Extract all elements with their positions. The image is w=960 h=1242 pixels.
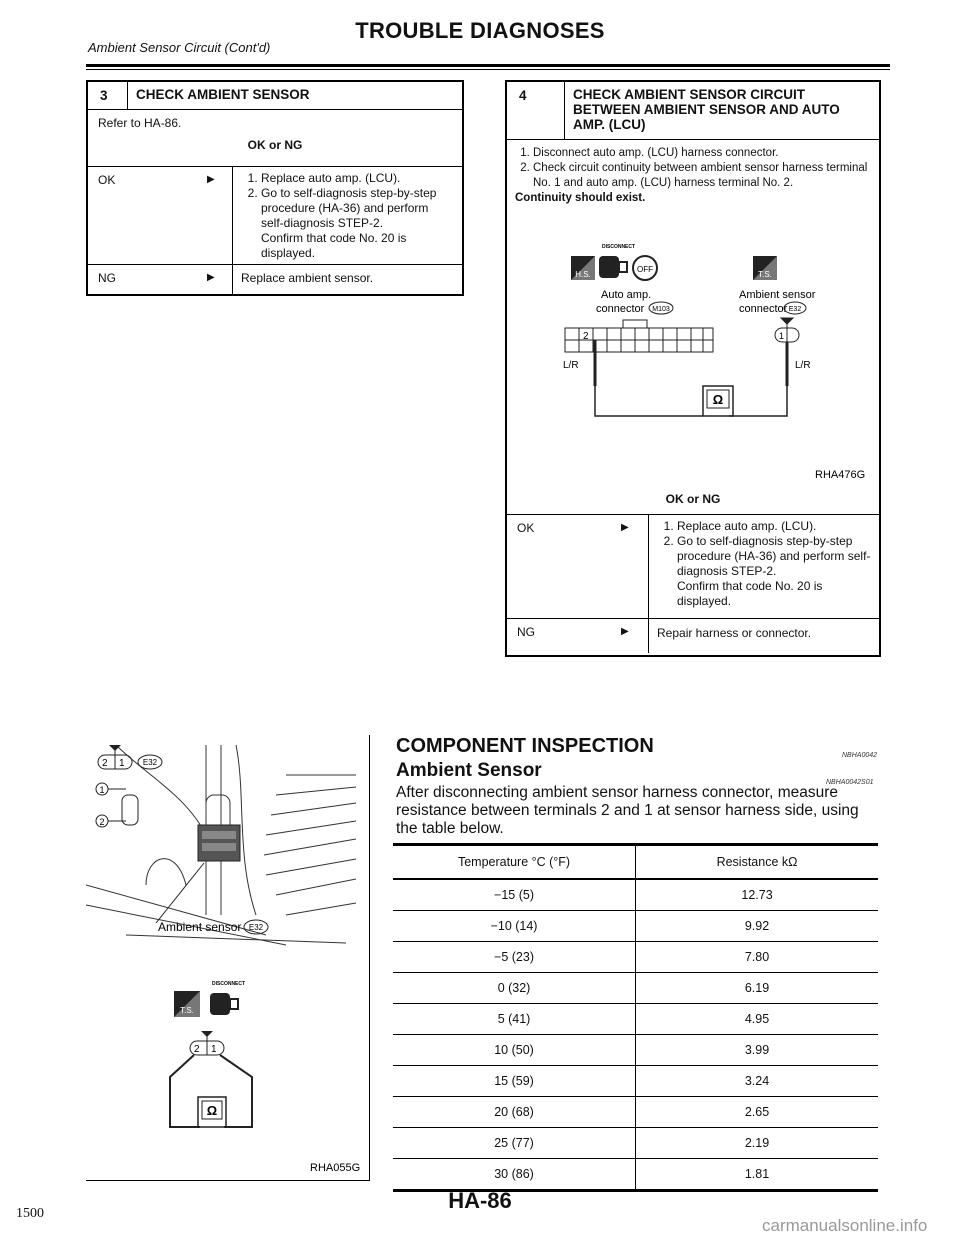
subsection-title: Ambient Sensor: [396, 760, 542, 781]
svg-text:2: 2: [99, 817, 105, 827]
running-header: Ambient Sensor Circuit (Cont'd): [88, 40, 271, 55]
disconnect-label: DISCONNECT: [212, 981, 246, 987]
step4-body: [507, 140, 879, 515]
side-page-number: 1500: [16, 1206, 44, 1221]
auto-amp-code: M103: [652, 306, 670, 313]
figure-code: RHA055G: [310, 1162, 361, 1174]
hs-icon: [571, 256, 595, 280]
disconnect-connector-icon: [210, 993, 238, 1015]
section-title: COMPONENT INSPECTION: [396, 735, 654, 757]
section-code: NBHA0042: [842, 752, 878, 759]
svg-text:Ω: Ω: [206, 1103, 218, 1118]
svg-text:2: 2: [194, 1044, 200, 1055]
cell-resistance: 2.19: [636, 1128, 878, 1159]
watermark: carmanualsonline.info: [762, 1216, 928, 1235]
leader-line: [156, 863, 204, 923]
step3-ok-actions: [232, 167, 462, 264]
arrow-right-icon: ▶: [207, 272, 215, 283]
step3-ok-label: OK: [98, 173, 116, 187]
inspection-text: After disconnecting ambient sensor harness connector, measure resistance between terminals 2 and 1 at sensor harness side, using the table below.: [396, 784, 859, 837]
cell-temperature: −5 (23): [393, 942, 636, 973]
step3-number: 3: [88, 82, 128, 109]
svg-text:H.S.: H.S.: [575, 270, 591, 279]
step4-header: [507, 82, 879, 140]
figure-code: RHA476G: [815, 469, 866, 481]
table-row: [393, 973, 878, 1004]
arrow-right-icon: ▶: [207, 174, 215, 185]
svg-text:1: 1: [99, 785, 105, 795]
step3-ok-step: 1. Replace auto amp. (LCU).: [261, 171, 454, 186]
resistance-table: [393, 843, 878, 1192]
step4-number: 4: [507, 82, 565, 139]
step3-ng-label: NG: [98, 271, 116, 285]
auto-amp-connector-label: connector: [596, 303, 645, 315]
step4-ok-step: 1. Replace auto amp. (LCU).: [677, 519, 871, 534]
cell-temperature: 10 (50): [393, 1035, 636, 1066]
svg-text:T.S.: T.S.: [180, 1006, 194, 1015]
sensor-location-drawing: [86, 735, 368, 1179]
page-title: TROUBLE DIAGNOSES: [355, 18, 605, 43]
cell-temperature: −10 (14): [393, 911, 636, 942]
wire-left-label: L/R: [563, 360, 579, 371]
header-rule: [86, 64, 890, 67]
step4-title: CHECK AMBIENT SENSOR CIRCUIT BETWEEN AMBIENT SENSOR AND AUTO AMP. (LCU): [573, 87, 840, 132]
table-row: [393, 911, 878, 942]
cell-resistance: 4.95: [636, 1004, 878, 1035]
cell-resistance: 3.24: [636, 1066, 878, 1097]
ohmmeter-icon: [198, 1097, 226, 1127]
svg-text:T.S.: T.S.: [758, 270, 772, 279]
cell-resistance: 1.81: [636, 1159, 878, 1191]
cell-temperature: 20 (68): [393, 1097, 636, 1128]
svg-text:OFF: OFF: [637, 265, 653, 274]
ohmmeter-icon: [703, 386, 733, 416]
wire-right-label: L/R: [795, 360, 811, 371]
table-row: [393, 1097, 878, 1128]
table-row: [393, 1066, 878, 1097]
step3-box: [86, 80, 464, 296]
ambient-sensor-figure: [86, 735, 370, 1181]
ambient-code: E32: [788, 306, 802, 313]
step3-ng-row: [88, 265, 462, 294]
step4-ng-action: Repair harness or connector.: [648, 619, 879, 653]
step4-ok-actions: [648, 515, 879, 618]
svg-text:1: 1: [119, 758, 125, 769]
table-row: [393, 1159, 878, 1191]
ignition-off-icon: [633, 256, 657, 280]
step4-ng-label: NG: [517, 625, 535, 639]
table-header-row: [393, 845, 878, 880]
step3-title: CHECK AMBIENT SENSOR: [136, 87, 310, 102]
cell-resistance: 12.73: [636, 879, 878, 911]
cell-temperature: 30 (86): [393, 1159, 636, 1191]
step4-ok-step: 2. Go to self-diagnosis step-by-step procedure (HA-36) and perform self-diagnosis STEP-2. Confirm that code No. 20 is displayed.: [677, 534, 871, 609]
step4-continuity: Continuity should exist.: [515, 192, 646, 204]
continuity-diagram: [513, 238, 873, 508]
step4-ok-label: OK: [517, 521, 535, 535]
subsection-code: NBHA0042S01: [826, 779, 874, 786]
cell-resistance: 2.65: [636, 1097, 878, 1128]
cell-temperature: 0 (32): [393, 973, 636, 1004]
ambient-connector-label: connector: [739, 303, 788, 315]
step4-box: [505, 80, 881, 657]
cell-resistance: 7.80: [636, 942, 878, 973]
arrow-right-icon: ▶: [621, 522, 629, 533]
svg-text:2: 2: [102, 758, 108, 769]
terminal-callouts: [96, 783, 138, 827]
sensor-body: [198, 825, 240, 861]
table-row: [393, 1004, 878, 1035]
step3-ok-or-ng: OK or NG: [247, 138, 303, 152]
ts-icon: [753, 256, 777, 280]
wire: [595, 386, 787, 416]
step4-ng-row: [507, 619, 879, 653]
step3-header: [88, 82, 462, 110]
auto-amp-label: Auto amp.: [601, 289, 652, 301]
step3-ng-action: Replace ambient sensor.: [232, 265, 462, 294]
disconnect-connector-icon: [599, 256, 627, 278]
step4-ok-row: [507, 515, 879, 619]
cell-temperature: 25 (77): [393, 1128, 636, 1159]
table-row: [393, 879, 878, 911]
header-rule-thin: [86, 69, 890, 70]
cell-resistance: 3.99: [636, 1035, 878, 1066]
step3-ok-row: [88, 167, 462, 265]
pin-2: 2: [583, 331, 589, 342]
step4-step: 2. Check circuit continuity between ambient sensor harness terminal No. 1 and auto amp. (LCU) harness terminal No. 2.: [533, 161, 871, 191]
table-row: [393, 1035, 878, 1066]
arrow-right-icon: ▶: [621, 626, 629, 637]
step3-body: [88, 110, 462, 167]
ambient-sensor-label: Ambient sensor: [158, 920, 242, 934]
ts-icon: [174, 991, 200, 1017]
cell-temperature: −15 (5): [393, 879, 636, 911]
step4-ok-or-ng: OK or NG: [665, 492, 721, 506]
column-header-resistance: Resistance kΩ: [636, 845, 878, 880]
table-row: [393, 942, 878, 973]
cell-resistance: 9.92: [636, 911, 878, 942]
page-number: HA-86: [448, 1188, 512, 1213]
connector-callout: [98, 745, 162, 769]
disconnect-label: DISCONNECT: [602, 244, 636, 250]
step4-step: 1. Disconnect auto amp. (LCU) harness connector.: [533, 146, 871, 161]
table-row: [393, 1128, 878, 1159]
ambient-sensor-label: Ambient sensor: [739, 289, 816, 301]
measurement-connector: [190, 1031, 224, 1055]
cell-temperature: 5 (41): [393, 1004, 636, 1035]
svg-text:1: 1: [211, 1044, 217, 1055]
column-header-temperature: Temperature °C (°F): [393, 845, 636, 880]
sensor-code: E32: [248, 923, 264, 932]
step3-ok-step: 2. Go to self-diagnosis step-by-step procedure (HA-36) and perform self-diagnosis STEP-2. Confirm that code No. 20 is displayed.: [261, 186, 454, 261]
svg-text:Ω: Ω: [712, 392, 724, 407]
pin-1: 1: [779, 331, 785, 341]
svg-text:E32: E32: [142, 758, 158, 767]
cell-resistance: 6.19: [636, 973, 878, 1004]
step3-body-text: Refer to HA-86.: [98, 116, 182, 130]
cell-temperature: 15 (59): [393, 1066, 636, 1097]
